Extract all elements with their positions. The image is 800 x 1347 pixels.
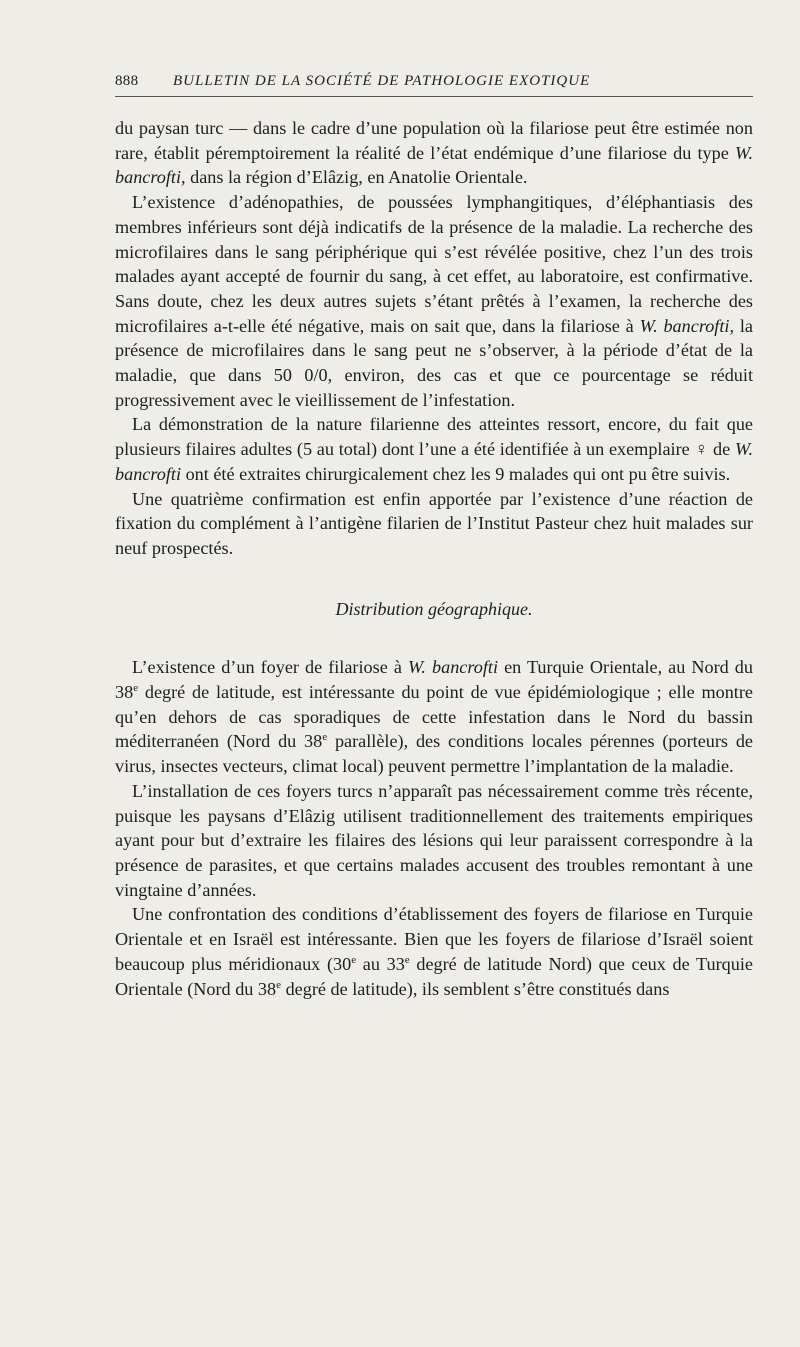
ordinal-superscript: e xyxy=(133,682,139,694)
ordinal-superscript: e xyxy=(322,731,328,744)
paragraph xyxy=(115,190,753,412)
text-run: Distribution géographique. xyxy=(335,598,533,619)
journal-title: BULLETIN DE LA SOCIÉTÉ DE PATHOLOGIE EXOTIQUE xyxy=(173,73,591,89)
paragraph xyxy=(115,412,753,486)
species-name: W. bancrofti, xyxy=(115,142,753,188)
text-run: L’installation de ces foyers turcs n’apparaît pas nécessairement comme très récente, puisque les paysans d’Elâzig utilisent traditionnellement des traitements empiriques ayant pour but d’extraire les filaires des lésions qui leur paraissent correspondre à la présence de parasites, et que certains malades accusent des troubles remontant à une vingtaine d’années. xyxy=(115,780,753,900)
text-run: ont été extraites chirurgicalement chez les 9 malades qui ont pu être suivis. xyxy=(181,463,731,484)
text-run: degré de latitude Nord) que ceux de Turquie Orientale (Nord du 38 xyxy=(115,953,753,999)
page-number: 888 xyxy=(115,73,139,89)
paragraph xyxy=(115,902,753,1001)
paragraph xyxy=(115,655,753,779)
text-run: L’existence d’un foyer de filariose à xyxy=(132,657,408,678)
ordinal-superscript: e xyxy=(276,978,282,991)
text-run: degré de latitude, est intéressante du point de vue épidémiologique ; elle montre qu’en dehors de cas sporadiques de cette infestation dans le Nord du bassin méditerranéen (Nord du 38 xyxy=(115,682,753,752)
text-run: la présence de microfilaires dans le sang peut ne s’observer, à la période d’état de la maladie, que dans 50 0/0, environ, des cas et que ce pourcentage se réduit progressivement avec le vieillissement de l’infestation. xyxy=(115,315,753,410)
text-run: du paysan turc — dans le cadre d’une population où la filariose peut être estimée non rare, établit péremptoirement la réalité de l’état endémique d’une filariose du type xyxy=(115,118,753,163)
section-heading xyxy=(115,597,753,622)
species-name: W. bancrofti xyxy=(115,439,753,484)
paragraph xyxy=(115,779,753,903)
text-run: L’existence d’adénopathies, de poussées lymphangitiques, d’éléphantiasis des membres inférieurs sont déjà indicatifs de la présence de la maladie. La recherche des microfilaires dans le sang périphérique qui s’est révélée positive, chez l’un des trois malades ayant accepté de fournir du sang, à cet effet, au laboratoire, est confirmative. Sans doute, chez les deux autres sujets s’étant prêtés à l’examen, la recherche des microfilaires a-t-elle été négative, mais on sait que, dans la filariose à xyxy=(115,192,753,336)
running-header xyxy=(115,70,753,97)
text-run: degré de latitude), ils semblent s’être constitués dans xyxy=(281,978,670,999)
text-run: Une confrontation des conditions d’établissement des foyers de filariose en Turquie Orientale et en Israël est intéressante. Bien que les foyers de filariose d’Israël soient beaucoup plus méridionaux (30 xyxy=(115,904,753,974)
text-run: parallèle), des conditions locales pérennes (porteurs de virus, insectes vecteurs, climat local) peuvent permettre l’implantation de la maladie. xyxy=(115,731,753,777)
text-run: dans la région d’Elâzig, en Anatolie Orientale. xyxy=(185,167,528,188)
species-name: W. bancrofti xyxy=(407,657,499,678)
ordinal-superscript: e xyxy=(351,953,357,966)
paragraph xyxy=(115,487,753,561)
text-run: La démonstration de la nature filarienne des atteintes ressort, encore, du fait que plusieurs filaires adultes (5 au total) dont l’une a été identifiée à un exemplaire ♀ de xyxy=(115,414,753,460)
paragraph xyxy=(115,116,753,190)
ordinal-superscript: e xyxy=(404,953,410,966)
species-name: W. bancrofti, xyxy=(639,315,735,336)
text-run: au 33 xyxy=(356,953,405,974)
text-run: Une quatrième confirmation est enfin apportée par l’existence d’une réaction de fixation du complément à l’antigène filarien de l’Institut Pasteur chez huit malades sur neuf prospectés. xyxy=(115,488,753,558)
text-run: en Turquie Orientale, au Nord du 38 xyxy=(115,657,753,703)
body-text xyxy=(115,116,753,1001)
